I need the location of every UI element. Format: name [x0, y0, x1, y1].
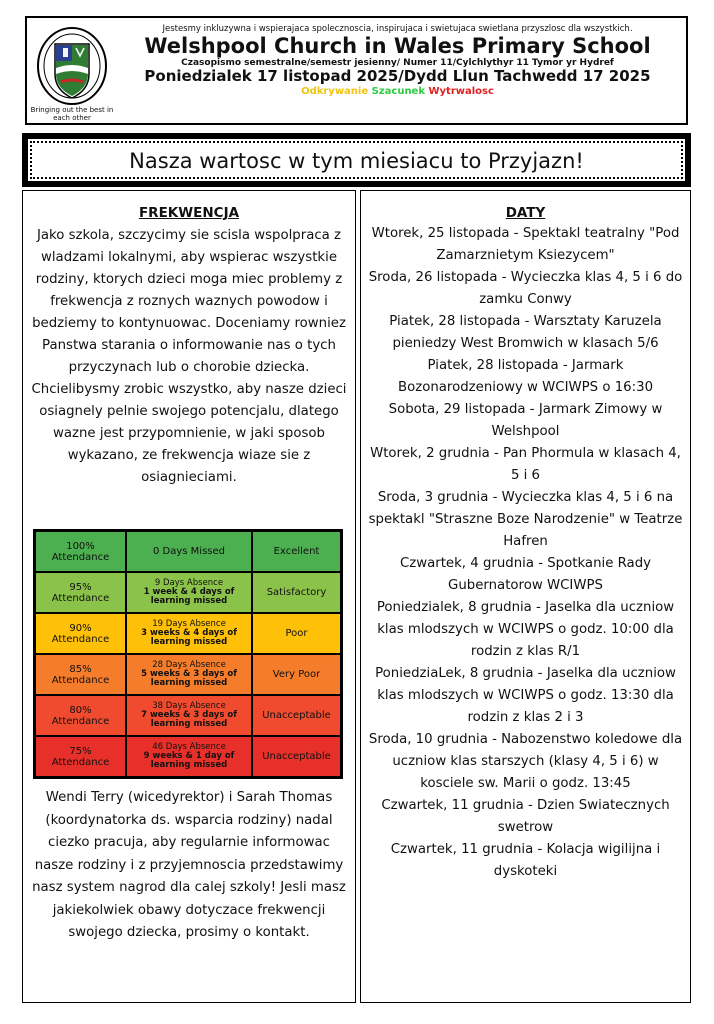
days-missed: 38 Days Absence 7 weeks & 3 days of learning missed — [126, 695, 252, 736]
date-item: Czwartek, 11 grudnia - Dzien Swiatecznych swetrow — [381, 798, 670, 835]
date-item: Wtorek, 25 listopada - Spektakl teatralny "Pod Zamarznietym Ksiezycem" — [371, 226, 680, 263]
attendance-percent: 95% Attendance — [35, 572, 126, 613]
days-missed: 19 Days Absence 3 weeks & 4 days of learning missed — [126, 613, 252, 654]
date-item: PoniedziaLek, 8 grudnia - Jaselka dla uczniow klas mlodszych w WCIWPS o godz. 13:30 dla rodzin z klas 2 i 3 — [375, 666, 676, 725]
attendance-rating: Satisfactory — [252, 572, 341, 613]
newsletter-header — [25, 16, 688, 125]
attendance-row — [35, 654, 341, 695]
attendance-row — [35, 613, 341, 654]
date-item: Sroda, 26 listopada - Wycieczka klas 4, 5 i 6 do zamku Conwy — [368, 270, 683, 307]
attendance-rating: Very Poor — [252, 654, 341, 695]
days-missed: 28 Days Absence 5 weeks & 3 days of learning missed — [126, 654, 252, 695]
attendance-row — [35, 531, 341, 572]
value-2: Szacunek — [371, 86, 425, 97]
days-missed: 0 Days Missed — [126, 531, 252, 572]
attendance-rating: Unacceptable — [252, 736, 341, 777]
attendance-row — [35, 572, 341, 613]
value-1: Odkrywanie — [301, 86, 369, 97]
date-item: Czwartek, 11 grudnia - Kolacja wigilijna i dyskoteki — [390, 842, 661, 879]
attendance-heading: FREKWENCJA — [138, 205, 240, 221]
attendance-paragraph-2: Wendi Terry (wicedyrektor) i Sarah Thomas (koordynatorka ds. wsparcia rodziny) nadal ciezko pracuja, aby regularnie informowac nasze rodziny i z przyjemnoscia przedstawimy nasz system nagrod dla calej szkoly! Jesli masz jakiekolwiek obawy dotyczace frekwencji swojego dziecka, prosimy o kontakt. — [32, 790, 346, 940]
school-name: Welshpool Church in Wales Primary School — [144, 34, 651, 58]
attendance-rating: Excellent — [252, 531, 341, 572]
date-item: Sroda, 10 grudnia - Nabozenstwo koledowe dla uczniow klas starszych (klasy 4, 5 i 6) w kosciele sw. Marii o godz. 13:45 — [368, 732, 683, 791]
logo-caption: Bringing out the best in each other — [30, 106, 114, 122]
date-item: Piatek, 28 listopada - Warsztaty Karuzela pieniedzy West Bromwich w klasach 5/6 — [389, 314, 662, 351]
attendance-rating: Unacceptable — [252, 695, 341, 736]
dates-column — [360, 190, 691, 1003]
date-item: Piatek, 28 listopada - Jarmark Bozonarodzeniowy w WCIWPS o 16:30 — [397, 358, 654, 395]
attendance-percent: 80% Attendance — [35, 695, 126, 736]
date-item: Sroda, 3 grudnia - Wycieczka klas 4, 5 i 6 na spektakl "Straszne Boze Narodzenie" w Teatrze Hafren — [368, 490, 683, 549]
school-values — [115, 86, 680, 97]
value-of-month-banner — [22, 133, 691, 187]
attendance-percent: 85% Attendance — [35, 654, 126, 695]
attendance-row — [35, 695, 341, 736]
dates-list — [365, 223, 686, 883]
attendance-paragraph: Jako szkola, szczycimy sie scisla wspolpraca z wladzami lokalnymi, aby wspierac wszystkie rodziny, ktorych dzieci moga miec problemy z frekwencja z roznych waznych powodow i bedziemy to kontynuowac. Doceniamy rowniez Panstwa starania o informowanie nas o tych przyczynach lub o chorobie dziecka. Chcielibysmy zrobic wszystko, aby nasze dzieci osiagnely pelnie swojego potencjalu, dlatego wazne jest przypomnienie, w jaki sposob wykazano, ze frekwencja wiaze sie z osiagnieciami. — [31, 228, 347, 485]
date-item: Poniedzialek, 8 grudnia - Jaselka dla uczniow klas mlodszych w WCIWPS o godz. 10:00 dla rodzin z klas R/1 — [376, 600, 675, 659]
attendance-percent: 90% Attendance — [35, 613, 126, 654]
dates-heading: DATY — [505, 205, 546, 221]
attendance-table — [33, 529, 343, 779]
attendance-rating: Poor — [252, 613, 341, 654]
issue-line: Czasopismo semestralne/semestr jesienny/ Numer 11/Cylchlythyr 11 Tymor yr Hydref — [181, 58, 614, 68]
date-item: Czwartek, 4 grudnia - Spotkanie Rady Gubernatorow WCIWPS — [399, 556, 652, 593]
attendance-percent: 100% Attendance — [35, 531, 126, 572]
issue-date: Poniedzialek 17 listopad 2025/Dydd Llun Tachwedd 17 2025 — [144, 67, 651, 85]
school-motto: Jestesmy inkluzywna i wspierajaca spolecznoscia, inspirujaca i swietujaca swietlana przyszlosc dla wszystkich. — [162, 24, 633, 34]
days-missed: 46 Days Absence 9 weeks & 1 day of learning missed — [126, 736, 252, 777]
days-missed: 9 Days Absence 1 week & 4 days of learning missed — [126, 572, 252, 613]
attendance-percent: 75% Attendance — [35, 736, 126, 777]
date-item: Sobota, 29 listopada - Jarmark Zimowy w Welshpool — [388, 402, 663, 439]
banner-text: Nasza wartosc w tym miesiacu to Przyjazn! — [129, 149, 584, 173]
date-item: Wtorek, 2 grudnia - Pan Phormula w klasach 4, 5 i 6 — [370, 446, 681, 483]
attendance-row — [35, 736, 341, 777]
value-3: Wytrwalosc — [428, 86, 494, 97]
attendance-column — [22, 190, 356, 1003]
